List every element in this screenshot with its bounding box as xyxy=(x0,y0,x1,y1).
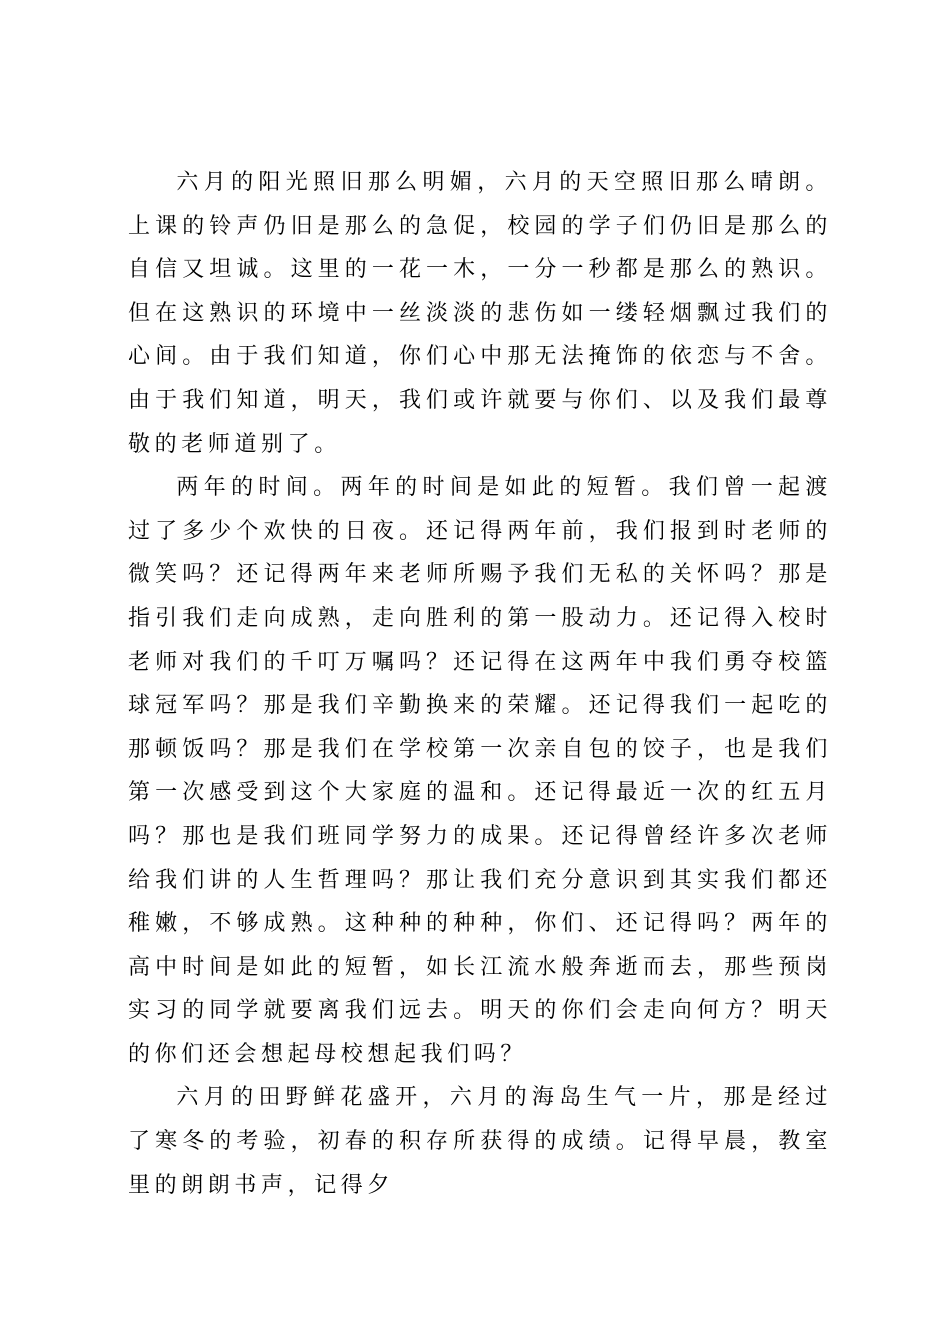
document-body xyxy=(128,161,832,1207)
paragraph-3: 六月的田野鲜花盛开，六月的海岛生气一片，那是经过了寒冬的考验，初春的积存所获得的成绩。记得早晨，教室里的朗朗书声，记得夕 xyxy=(128,1085,832,1198)
paragraph-1: 六月的阳光照旧那么明媚，六月的天空照旧那么晴朗。上课的铃声仍旧是那么的急促，校园的学子们仍旧是那么的自信又坦诚。这里的一花一木，一分一秒都是那么的熟识。但在这熟识的环境中一丝淡淡的悲伤如一缕轻烟飘过我们的心间。由于我们知道，你们心中那无法掩饰的依恋与不舍。由于我们知道，明天，我们或许就要与你们、以及我们最尊敬的老师道别了。 xyxy=(128,170,832,457)
paragraph-2: 两年的时间。两年的时间是如此的短暂。我们曾一起渡过了多少个欢快的日夜。还记得两年前，我们报到时老师的微笑吗？还记得两年来老师所赐予我们无私的关怀吗？那是指引我们走向成熟，走向胜利的第一股动力。还记得入校时老师对我们的千叮万嘱吗？还记得在这两年中我们勇夺校篮球冠军吗？那是我们辛勤换来的荣耀。还记得我们一起吃的那顿饭吗？那是我们在学校第一次亲自包的饺子，也是我们第一次感受到这个大家庭的温和。还记得最近一次的红五月吗？那也是我们班同学努力的成果。还记得曾经许多次老师给我们讲的人生哲理吗？那让我们充分意识到其实我们都还稚嫩，不够成熟。这种种的种种，你们、还记得吗？两年的高中时间是如此的短暂，如长江流水般奔逝而去，那些预岗实习的同学就要离我们远去。明天的你们会走向何方？明天的你们还会想起母校想起我们吗？ xyxy=(128,475,832,1067)
